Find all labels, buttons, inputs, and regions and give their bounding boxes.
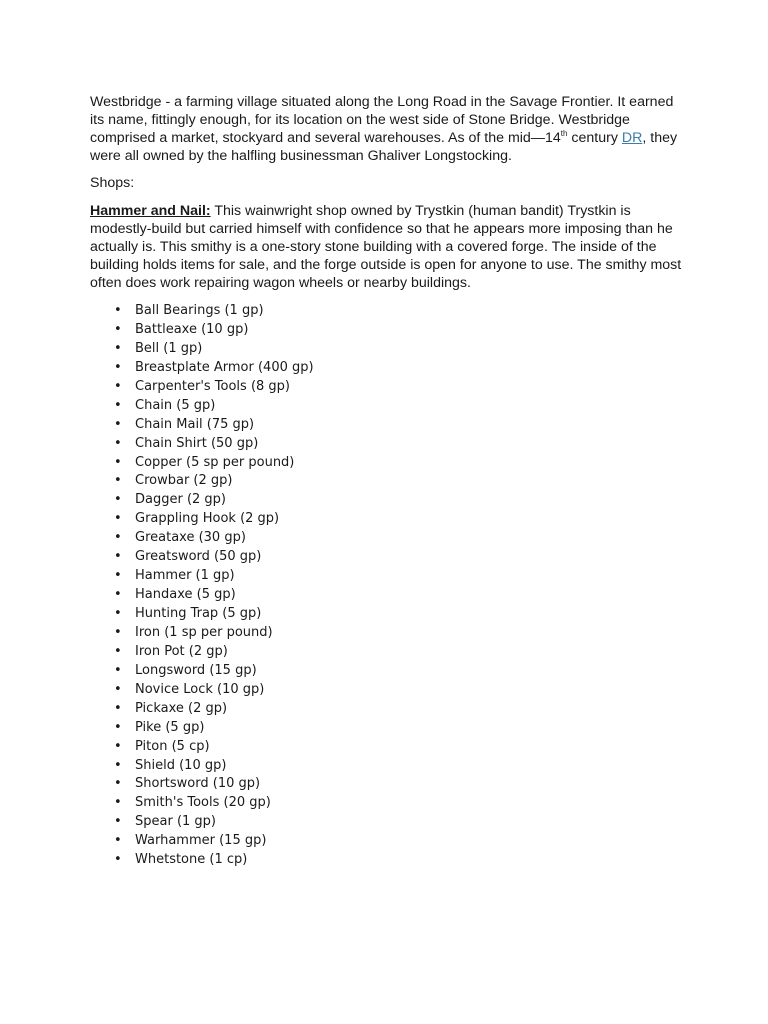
list-item: • Whetstone (1 cp) (90, 851, 690, 870)
shop-item-list (90, 302, 690, 870)
list-item: • Hammer (1 gp) (90, 567, 690, 586)
list-item: • Carpenter's Tools (8 gp) (90, 378, 690, 397)
list-item: • Chain Mail (75 gp) (90, 416, 690, 435)
intro-paragraph (90, 93, 690, 165)
list-item: • Handaxe (5 gp) (90, 586, 690, 605)
list-item: • Pickaxe (2 gp) (90, 700, 690, 719)
list-item: • Greatsword (50 gp) (90, 548, 690, 567)
intro-text-3: , they were all owned by the halfling businessman Ghaliver Longstocking. (90, 130, 678, 164)
list-item: • Warhammer (15 gp) (90, 832, 690, 851)
list-item: • Piton (5 cp) (90, 738, 690, 757)
list-item: • Novice Lock (10 gp) (90, 681, 690, 700)
dr-link[interactable]: DR (621, 130, 643, 146)
list-item: • Iron (1 sp per pound) (90, 624, 690, 643)
list-item: • Greataxe (30 gp) (90, 529, 690, 548)
list-item: • Chain (5 gp) (90, 397, 690, 416)
list-item: • Bell (1 gp) (90, 340, 690, 359)
shop-description: This wainwright shop owned by Trystkin (human bandit) Trystkin is modestly-build but carried himself with confidence so that he appears more imposing than he actually is. This smithy is a one-story stone building with a covered forge. The inside of the building holds items for sale, and the forge outside is open for anyone to use. The smithy most often does work repairing wagon wheels or nearby buildings. (90, 203, 682, 291)
list-item: • Crowbar (2 gp) (90, 472, 690, 491)
list-item: • Spear (1 gp) (90, 813, 690, 832)
document-body (90, 93, 690, 870)
list-item: • Longsword (15 gp) (90, 662, 690, 681)
list-item: • Pike (5 gp) (90, 719, 690, 738)
list-item: • Grappling Hook (2 gp) (90, 510, 690, 529)
list-item: • Shield (10 gp) (90, 757, 690, 776)
list-item: • Smith's Tools (20 gp) (90, 794, 690, 813)
list-item: • Hunting Trap (5 gp) (90, 605, 690, 624)
intro-text-2: century (567, 130, 622, 146)
list-item: • Iron Pot (2 gp) (90, 643, 690, 662)
list-item: • Ball Bearings (1 gp) (90, 302, 690, 321)
list-item: • Copper (5 sp per pound) (90, 454, 690, 473)
ordinal-superscript: th (560, 129, 568, 138)
list-item: • Battleaxe (10 gp) (90, 321, 690, 340)
shop-name: Hammer and Nail: (90, 203, 211, 219)
list-item: • Dagger (2 gp) (90, 491, 690, 510)
intro-text-1: Westbridge - a farming village situated along the Long Road in the Savage Frontier. It earned its name, fittingly enough, for its location on the west side of Stone Bridge. Westbridge comprised a market, stockyard and several warehouses. As of the mid—14 (90, 94, 674, 146)
list-item: • Chain Shirt (50 gp) (90, 435, 690, 454)
list-item: • Shortsword (10 gp) (90, 775, 690, 794)
shop-paragraph (90, 202, 690, 292)
shops-heading: Shops: (90, 175, 135, 191)
list-item: • Breastplate Armor (400 gp) (90, 359, 690, 378)
